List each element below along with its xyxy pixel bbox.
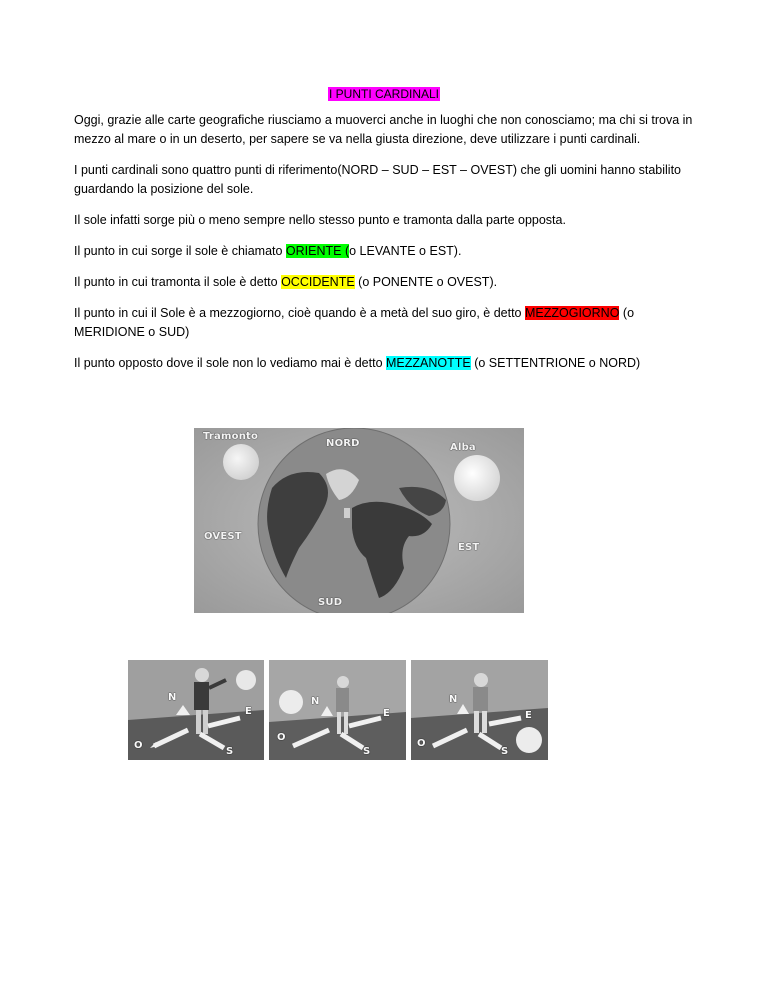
page-title [0,86,768,102]
paragraph-oriente [74,242,694,261]
highlight-oriente: ORIENTE ( [285,244,350,258]
highlight-occidente: OCCIDENTE [281,275,355,289]
text-run: o LEVANTE o EST). [349,244,462,258]
panel-illustration [128,660,264,760]
compass-panel-south [269,660,406,760]
person-leg [203,710,208,734]
person-leg [337,712,341,734]
text-run: Il punto in cui sorge il sole è chiamato [74,244,286,258]
person-head [474,673,488,687]
label-nord: NORD [326,438,360,449]
text-run: Il punto opposto dove il sole non lo vediamo mai è detto [74,356,387,370]
text-run: (o MERIDIONE o SUD) [74,306,635,339]
label-alba: Alba [450,442,476,453]
person-leg [482,711,487,733]
panel-label-n: N [311,696,320,707]
person-head [337,676,349,688]
panel-label-o: O [417,738,426,749]
panel-label-s: S [226,746,234,757]
sunset-sun [223,444,259,480]
panel-label-o: O [134,740,143,751]
paragraph-intro: Oggi, grazie alle carte geografiche riusciamo a muoverci anche in luoghi che non conosciamo; ma chi si trova in mezzo al mare o in un deserto, per sapere se va nella giusta direzione, deve utilizzare i punti cardinali. [74,113,693,146]
panel-label-s: S [363,746,371,757]
label-ovest: OVEST [204,531,242,542]
panel-label-n: N [168,692,177,703]
paragraph-definition: I punti cardinali sono quattro punti di riferimento(NORD – SUD – EST – OVEST) che gli uomini hanno stabilito guardando la posizione del sole. [74,163,682,196]
panel-label-e: E [245,706,252,717]
panel-label-o: O [277,732,286,743]
person-head [195,668,209,682]
panel-label-e: E [383,708,390,719]
person-leg [196,710,201,734]
person-body [336,688,349,712]
text-run: (o PONENTE o OVEST). [354,275,498,289]
text-run: (o SETTENTRIONE o NORD) [470,356,641,370]
globe-figure [194,428,524,613]
sun [236,670,256,690]
sun [279,690,303,714]
panel-label-e: E [525,710,532,721]
person-body [473,687,488,711]
panel-label-n: N [449,694,458,705]
compass-panel-west [411,660,548,760]
person-leg [344,712,348,734]
document-body [74,111,694,385]
sun [516,727,542,753]
paragraph-mezzogiorno [74,304,694,342]
title-highlight: I PUNTI CARDINALI [328,87,439,101]
paragraph-occidente [74,273,694,292]
italy-marker [344,508,350,518]
label-tramonto: Tramonto [203,431,259,442]
person-body [194,682,209,710]
paragraph-mezzanotte [74,354,694,373]
highlight-mezzanotte: MEZZANOTTE [386,356,471,370]
sunrise-sun [454,455,500,501]
paragraph-sun: Il sole infatti sorge più o meno sempre nello stesso punto e tramonta dalla parte opposta. [74,213,566,227]
text-run: Il punto in cui tramonta il sole è detto [74,275,282,289]
highlight-mezzogiorno: MEZZOGIORNO [524,306,620,320]
label-est: EST [458,542,480,553]
label-sud: SUD [318,597,343,608]
globe-illustration [194,428,524,613]
text-run: Il punto in cui il Sole è a mezzogiorno, cioè quando è a metà del suo giro, è detto [74,306,525,320]
person-leg [474,711,479,733]
compass-panel-east [128,660,264,760]
panel-label-s: S [501,746,509,757]
